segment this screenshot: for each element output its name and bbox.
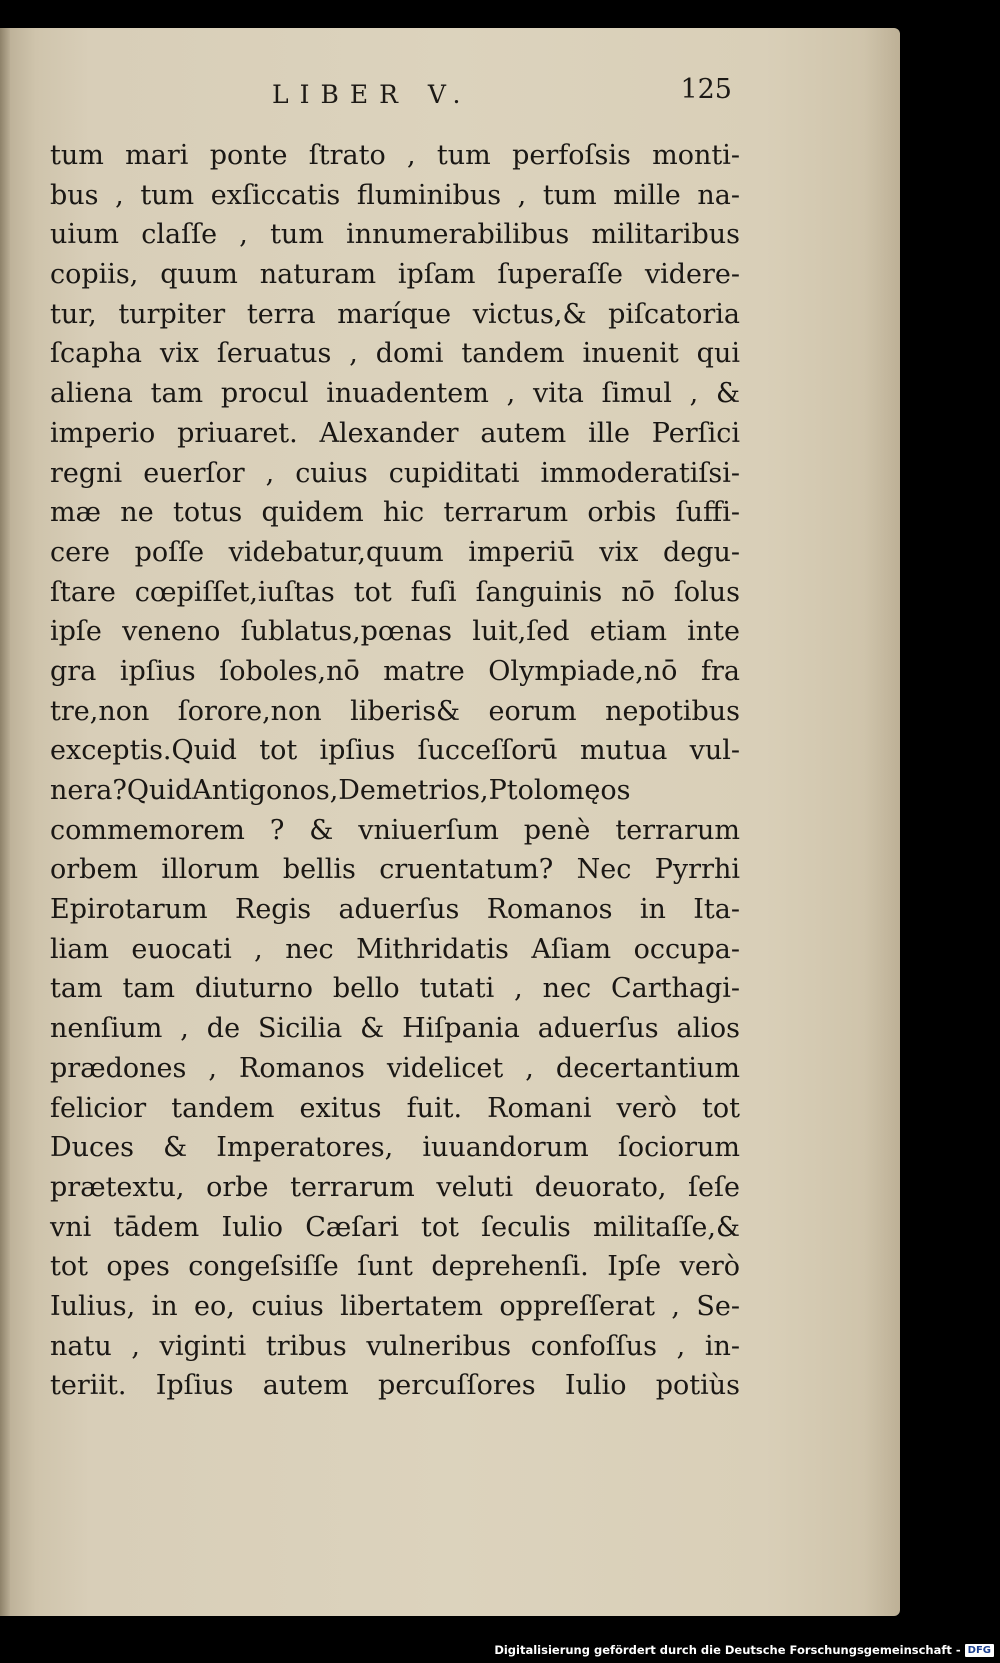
text-line: copiis, quum naturam ipſam ſuperaſſe videre- — [50, 259, 740, 291]
text-line: prædones , Romanos videlicet , decertantium — [50, 1052, 740, 1084]
text-line: prætextu, orbe terrarum veluti deuorato, ſeſe — [50, 1171, 740, 1203]
text-line: Duces & Imperatores, iuuandorum ſociorum — [50, 1132, 740, 1164]
text-line: Iulius, in eo, cuius libertatem oppreſſerat , Se- — [50, 1290, 740, 1322]
text-line: orbem illorum bellis cruentatum? Nec Pyrrhi — [50, 854, 740, 886]
text-line: tre,non ſorore,non liberis& eorum nepotibus — [50, 695, 740, 727]
book-page — [0, 28, 900, 1616]
dfg-logo: DFG — [965, 1644, 994, 1657]
text-line: felicior tandem exitus fuit. Romani verò tot — [50, 1092, 740, 1124]
text-line: ſcapha vix ſeruatus , domi tandem inuenit qui — [50, 338, 740, 370]
text-line: tur, turpiter terra maríque victus,& piſcatoria — [50, 298, 740, 330]
text-line: teriit. Ipſius autem percuſſores Iulio potiùs — [50, 1370, 740, 1402]
text-line: commemorem ? & vniuerſum penè terrarum — [50, 814, 740, 846]
digitization-credit — [494, 1641, 994, 1659]
running-head-title: LIBER V. — [272, 80, 472, 109]
text-line: ſtare cœpiſſet,iuſtas tot fuſi ſanguinis nō ſolus — [50, 576, 740, 608]
text-line: gra ipſius ſoboles,nō matre Olympiade,nō fra — [50, 655, 740, 687]
text-line: exceptis.Quid tot ipſius ſucceſſorū mutua vul- — [50, 735, 740, 767]
body-text — [50, 136, 740, 1406]
text-line: vni tādem Iulio Cæſari tot ſeculis militaſſe,& — [50, 1211, 740, 1243]
text-line: liam euocati , nec Mithridatis Aſiam occupa- — [50, 933, 740, 965]
text-line: nenſium , de Sicilia & Hiſpania aduerſus alios — [50, 1013, 740, 1045]
text-line: tam tam diuturno bello tutati , nec Carthagi- — [50, 973, 740, 1005]
page-number: 125 — [680, 74, 732, 105]
page-gutter-edge — [0, 28, 10, 1616]
text-line: mæ ne totus quidem hic terrarum orbis ſuffi- — [50, 497, 740, 529]
text-line: tum mari ponte ſtrato , tum perfoſsis monti- — [50, 140, 740, 171]
text-line: natu , viginti tribus vulneribus confoſſus , in- — [50, 1330, 740, 1362]
text-line: aliena tam procul inuadentem , vita ſimul , & — [50, 378, 740, 410]
text-line: regni euerſor , cuius cupiditati immoderatiſsi- — [50, 457, 740, 489]
text-line: cere poſſe videbatur,quum imperiū vix degu- — [50, 536, 740, 568]
text-line: nera?QuidAntigonos,Demetrios,Ptolomęos — [50, 775, 631, 806]
text-line: bus , tum exſiccatis fluminibus , tum mille na- — [50, 179, 740, 211]
credit-text: Digitalisierung gefördert durch die Deutsche Forschungsgemeinschaft - — [494, 1643, 961, 1657]
text-line: tot opes congeſsiſſe ſunt deprehenſi. Ipſe verò — [50, 1251, 740, 1283]
text-line: ipſe veneno ſublatus,pœnas luit,ſed etiam inte — [50, 616, 740, 648]
text-line: uium claſſe , tum innumerabilibus militaribus — [50, 219, 740, 251]
text-line: Epirotarum Regis aduerſus Romanos in Ita- — [50, 894, 740, 926]
text-line: imperio priuaret. Alexander autem ille Perſici — [50, 417, 740, 449]
running-head — [272, 74, 732, 120]
